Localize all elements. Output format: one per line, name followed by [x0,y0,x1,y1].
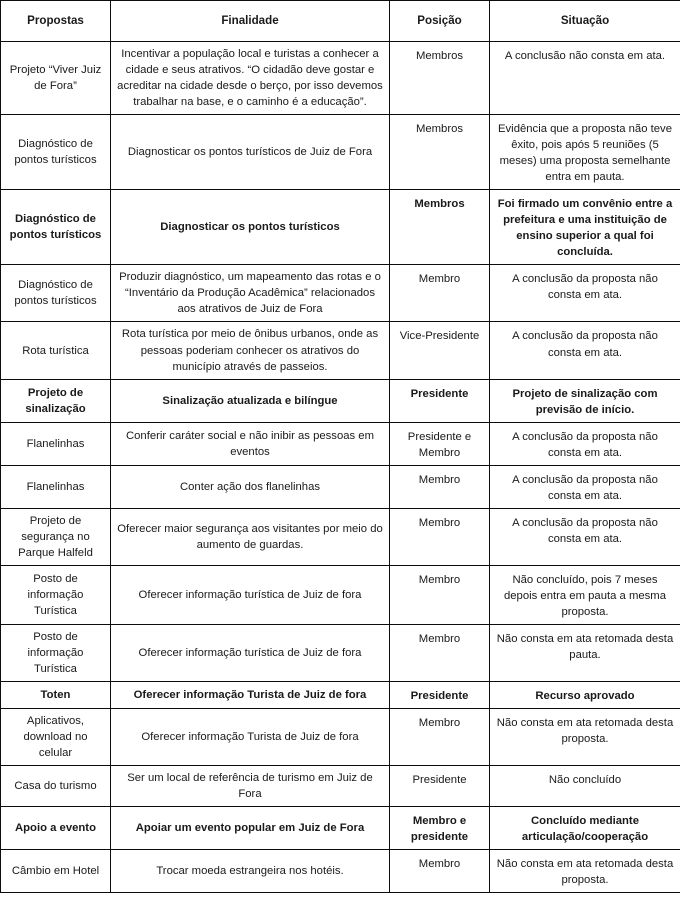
cell-posicao [390,850,490,893]
cell-text-situacao: Não consta em ata retomada desta proposta. [496,858,674,887]
cell-propostas [1,565,111,624]
cell-finalidade [111,624,390,681]
cell-text-posicao: Presidente [410,387,469,400]
cell-finalidade [111,422,390,465]
cell-text-propostas: Projeto de segurança no Parque Halfeld [18,514,93,559]
cell-posicao [390,265,490,322]
table-row [1,565,680,624]
cell-posicao [390,379,490,422]
cell-text-propostas: Diagnóstico de pontos turísticos [9,213,102,242]
cell-text-propostas: Câmbio em Hotel [11,865,100,878]
cell-propostas [1,709,111,766]
cell-finalidade [111,322,390,379]
cell-text-finalidade: Oferecer maior segurança aos visitantes por meio do aumento de guardas. [117,522,383,551]
cell-finalidade [111,850,390,893]
cell-situacao [490,379,680,422]
cell-text-situacao: Recurso aprovado [535,690,635,703]
cell-text-finalidade: Trocar moeda estrangeira nos hotéis. [156,865,344,878]
cell-text-posicao: Membros [415,123,464,136]
cell-text-situacao: Não consta em ata retomada desta pauta. [496,632,674,661]
cell-posicao [390,465,490,508]
column-header-situacao: Situação [490,1,680,42]
cell-propostas [1,624,111,681]
table-header-row [1,1,680,42]
table-row [1,422,680,465]
cell-text-finalidade: Oferecer informação Turista de Juiz de fora [141,731,359,744]
cell-posicao [390,624,490,681]
cell-finalidade [111,682,390,709]
cell-posicao [390,565,490,624]
cell-text-situacao: Projeto de sinalização com previsão de início. [512,387,658,416]
cell-text-propostas: Projeto “Viver Juiz de Fora” [9,64,102,93]
cell-posicao [390,322,490,379]
cell-propostas [1,115,111,190]
cell-text-finalidade: Oferecer informação turística de Juiz de fora [138,646,362,659]
cell-propostas [1,422,111,465]
cell-situacao [490,265,680,322]
cell-situacao [490,850,680,893]
cell-text-finalidade: Ser um local de referência de turismo em Juiz de Fora [127,772,373,801]
table-row [1,115,680,190]
cell-text-finalidade: Diagnosticar os pontos turísticos [160,221,340,234]
cell-text-posicao: Membro e presidente [410,815,469,844]
cell-text-posicao: Membro [418,273,461,286]
cell-text-posicao: Membros [414,198,465,211]
cell-situacao [490,624,680,681]
cell-propostas [1,465,111,508]
cell-text-propostas: Flanelinhas [26,437,85,450]
cell-propostas [1,322,111,379]
cell-text-propostas: Apoio a evento [15,822,96,835]
cell-text-propostas: Aplicativos, download no celular [23,715,88,760]
cell-text-propostas: Diagnóstico de pontos turísticos [14,279,97,308]
cell-situacao [490,322,680,379]
table-body [1,42,680,893]
cell-finalidade [111,807,390,850]
table-row [1,807,680,850]
cell-text-situacao: Foi firmado um convênio entre a prefeitura e uma instituição de ensino superior a qual foi concluída. [497,198,673,259]
table-row [1,709,680,766]
cell-text-situacao: A conclusão da proposta não consta em ata. [512,430,658,459]
cell-text-propostas: Diagnóstico de pontos turísticos [14,138,97,167]
cell-text-posicao: Presidente [410,690,469,703]
cell-propostas [1,190,111,265]
cell-text-finalidade: Rota turística por meio de ônibus urbanos, onde as pessoas poderiam conhecer os atrativos do município através de passeios. [121,328,379,373]
cell-finalidade [111,565,390,624]
cell-finalidade [111,115,390,190]
cell-text-posicao: Membro [418,717,461,730]
cell-text-propostas: Casa do turismo [14,780,97,793]
cell-text-propostas: Projeto de sinalização [25,386,86,415]
cell-finalidade [111,465,390,508]
cell-situacao [490,465,680,508]
cell-propostas [1,42,111,115]
cell-situacao [490,766,680,807]
cell-text-finalidade: Incentivar a população local e turistas a conhecer a cidade e seus atrativos. “O cidadão deve gostar e acreditar na cidade desde o berço, por isso devemos trabalhar na base, e o caminho é a educação”. [117,48,383,109]
cell-text-finalidade: Conferir caráter social e não inibir as pessoas em eventos [125,429,375,458]
column-header-finalidade: Finalidade [111,1,390,42]
cell-text-posicao: Presidente e Membro [407,430,472,459]
cell-text-finalidade: Diagnosticar os pontos turísticos de Juiz de Fora [127,146,373,159]
cell-finalidade [111,508,390,565]
table-row [1,766,680,807]
cell-finalidade [111,42,390,115]
cell-situacao [490,115,680,190]
cell-text-finalidade: Oferecer informação turística de Juiz de fora [138,588,362,601]
cell-situacao [490,42,680,115]
cell-text-finalidade: Oferecer informação Turista de Juiz de fora [133,689,367,702]
cell-finalidade [111,190,390,265]
cell-situacao [490,565,680,624]
cell-text-posicao: Membro [418,858,461,871]
table-row [1,379,680,422]
cell-text-posicao: Vice-Presidente [399,330,480,343]
cell-propostas [1,850,111,893]
table-row [1,508,680,565]
cell-text-posicao: Membro [418,516,461,529]
table-row [1,265,680,322]
cell-propostas [1,807,111,850]
cell-situacao [490,807,680,850]
cell-text-situacao: Não consta em ata retomada desta proposta. [496,717,674,746]
cell-posicao [390,807,490,850]
cell-text-situacao: A conclusão da proposta não consta em ata. [512,273,658,302]
cell-posicao [390,42,490,115]
column-header-posicao: Posição [390,1,490,42]
cell-propostas [1,265,111,322]
cell-situacao [490,709,680,766]
table-row [1,322,680,379]
cell-text-propostas: Posto de informação Turística [27,572,84,617]
cell-text-finalidade: Conter ação dos flanelinhas [179,480,321,493]
table-row [1,465,680,508]
cell-situacao [490,190,680,265]
cell-text-posicao: Presidente [412,774,467,787]
cell-text-situacao: A conclusão da proposta não consta em ata. [512,516,658,545]
cell-finalidade [111,379,390,422]
cell-text-situacao: A conclusão não consta em ata. [504,50,666,62]
cell-text-posicao: Membro [418,632,461,645]
cell-text-finalidade: Produzir diagnóstico, um mapeamento das rotas e o “Inventário da Produção Acadêmica” relacionados aos atrativos de Juiz de Fora [119,271,381,316]
cell-text-situacao: Concluído mediante articulação/cooperação [521,815,649,844]
cell-propostas [1,682,111,709]
cell-posicao [390,709,490,766]
cell-text-posicao: Membros [415,50,464,62]
table-row [1,850,680,893]
cell-finalidade [111,766,390,807]
cell-text-situacao: Não concluído, pois 7 meses depois entra em pauta a mesma proposta. [503,573,666,618]
cell-situacao [490,422,680,465]
table-row [1,190,680,265]
cell-text-propostas: Posto de informação Turística [27,630,84,675]
cell-propostas [1,766,111,807]
table-header [1,1,680,42]
cell-text-finalidade: Sinalização atualizada e bilíngue [162,394,338,407]
cell-text-propostas: Toten [40,689,71,702]
cell-finalidade [111,709,390,766]
cell-text-finalidade: Apoiar um evento popular em Juiz de Fora [135,822,365,835]
cell-posicao [390,682,490,709]
cell-finalidade [111,265,390,322]
cell-text-situacao: A conclusão da proposta não consta em ata. [512,473,658,502]
cell-text-posicao: Membro [418,473,461,486]
column-header-propostas: Propostas [1,1,111,42]
cell-posicao [390,115,490,190]
cell-text-propostas: Rota turística [22,344,89,357]
cell-posicao [390,190,490,265]
cell-situacao [490,508,680,565]
cell-posicao [390,508,490,565]
table-row [1,42,680,115]
cell-text-posicao: Membro [418,573,461,586]
cell-propostas [1,379,111,422]
cell-text-situacao: A conclusão da proposta não consta em ata. [512,330,658,359]
cell-propostas [1,508,111,565]
cell-posicao [390,422,490,465]
cell-situacao [490,682,680,709]
table-row [1,624,680,681]
cell-text-propostas: Flanelinhas [26,480,85,493]
cell-text-situacao: Evidência que a proposta não teve êxito, pois após 5 reuniões (5 meses) uma proposta semelhante entra em pauta. [498,123,672,184]
cell-text-situacao: Não concluído [548,774,622,787]
cell-posicao [390,766,490,807]
table-row [1,682,680,709]
